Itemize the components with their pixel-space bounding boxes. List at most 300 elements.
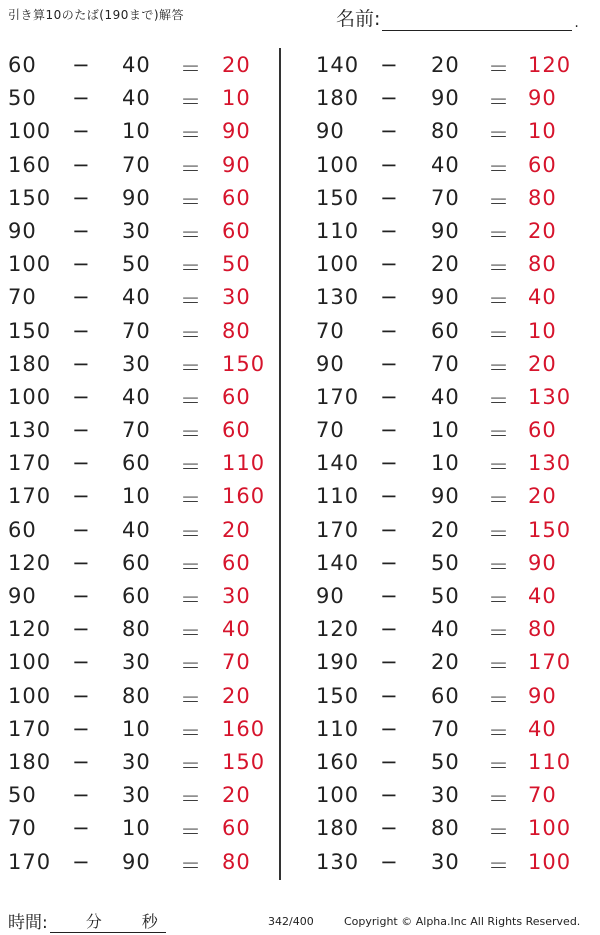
answer: 30 bbox=[222, 285, 251, 310]
subtrahend: 60 bbox=[122, 584, 151, 608]
answer: 130 bbox=[528, 451, 572, 476]
equals-sign: ＝ bbox=[180, 355, 202, 380]
minus-sign: − bbox=[380, 285, 399, 310]
subtrahend: 30 bbox=[431, 849, 460, 874]
answer: 80 bbox=[528, 185, 557, 210]
equals-sign: ＝ bbox=[180, 820, 202, 845]
seconds-label: 秒 bbox=[141, 912, 158, 931]
subtrahend: 50 bbox=[431, 584, 460, 608]
subtrahend: 60 bbox=[122, 550, 151, 575]
answer: 40 bbox=[222, 617, 251, 642]
answer: 20 bbox=[222, 783, 251, 808]
minuend: 180 bbox=[8, 351, 52, 376]
problem-row bbox=[300, 514, 580, 547]
problem-row bbox=[300, 215, 580, 248]
subtrahend: 80 bbox=[431, 119, 460, 144]
problem-row bbox=[0, 215, 280, 248]
minus-sign: − bbox=[72, 517, 91, 542]
answer: 40 bbox=[528, 716, 557, 741]
name-field bbox=[336, 4, 579, 31]
answer: 170 bbox=[528, 650, 572, 675]
problem-row bbox=[0, 812, 280, 845]
problem-row bbox=[0, 680, 280, 713]
time-label: 時間: bbox=[8, 913, 48, 933]
minus-sign: − bbox=[72, 716, 91, 741]
minus-sign: − bbox=[380, 683, 399, 708]
equals-sign: ＝ bbox=[488, 521, 510, 546]
subtrahend: 30 bbox=[122, 749, 151, 774]
minuend: 100 bbox=[8, 252, 52, 277]
subtrahend: 80 bbox=[122, 617, 151, 642]
minuend: 90 bbox=[316, 584, 345, 608]
problem-row bbox=[300, 248, 580, 281]
answer: 60 bbox=[222, 550, 251, 575]
minus-sign: − bbox=[380, 185, 399, 210]
subtrahend: 40 bbox=[122, 53, 151, 77]
problem-row bbox=[300, 348, 580, 381]
subtrahend: 80 bbox=[431, 816, 460, 841]
answer: 10 bbox=[528, 119, 557, 144]
minuend: 90 bbox=[316, 119, 345, 144]
minuend: 160 bbox=[316, 749, 360, 774]
minus-sign: − bbox=[72, 185, 91, 210]
problem-row bbox=[0, 613, 280, 646]
equals-sign: ＝ bbox=[488, 222, 510, 247]
problem-row bbox=[0, 182, 280, 215]
equals-sign: ＝ bbox=[488, 90, 510, 115]
minuend: 180 bbox=[316, 86, 360, 111]
minus-sign: − bbox=[72, 252, 91, 277]
minuend: 160 bbox=[8, 152, 52, 177]
equals-sign: ＝ bbox=[488, 853, 510, 878]
problem-row bbox=[0, 115, 280, 148]
minus-sign: − bbox=[72, 783, 91, 808]
problem-row bbox=[0, 281, 280, 314]
subtrahend: 70 bbox=[431, 351, 460, 376]
answer: 20 bbox=[222, 683, 251, 708]
problem-row bbox=[300, 82, 580, 115]
subtrahend: 70 bbox=[431, 716, 460, 741]
subtrahend: 70 bbox=[431, 185, 460, 210]
answer: 10 bbox=[222, 86, 251, 111]
answer: 60 bbox=[528, 418, 557, 443]
minus-sign: − bbox=[380, 351, 399, 376]
minuend: 170 bbox=[8, 716, 52, 741]
subtrahend: 40 bbox=[122, 384, 151, 409]
problem-row bbox=[300, 680, 580, 713]
answer: 20 bbox=[222, 53, 251, 77]
subtrahend: 40 bbox=[431, 617, 460, 642]
subtrahend: 50 bbox=[431, 550, 460, 575]
minus-sign: − bbox=[72, 617, 91, 642]
answer: 30 bbox=[222, 584, 251, 608]
minus-sign: − bbox=[380, 584, 399, 608]
equals-sign: ＝ bbox=[180, 90, 202, 115]
minus-sign: − bbox=[380, 86, 399, 111]
problem-row bbox=[300, 49, 580, 82]
minus-sign: − bbox=[72, 584, 91, 608]
problem-row bbox=[0, 514, 280, 547]
equals-sign: ＝ bbox=[488, 488, 510, 513]
minuend: 70 bbox=[316, 418, 345, 443]
answer: 110 bbox=[222, 451, 266, 476]
equals-sign: ＝ bbox=[180, 156, 202, 181]
answer: 90 bbox=[222, 119, 251, 144]
minuend: 190 bbox=[316, 650, 360, 675]
minus-sign: − bbox=[380, 53, 399, 77]
answer: 20 bbox=[528, 218, 557, 243]
minus-sign: − bbox=[380, 252, 399, 277]
equals-sign: ＝ bbox=[488, 554, 510, 579]
answer: 60 bbox=[222, 418, 251, 443]
minus-sign: − bbox=[72, 816, 91, 841]
minuend: 150 bbox=[316, 683, 360, 708]
equals-sign: ＝ bbox=[180, 554, 202, 579]
subtrahend: 60 bbox=[431, 683, 460, 708]
answer: 80 bbox=[528, 252, 557, 277]
problem-row bbox=[0, 646, 280, 679]
problem-row bbox=[300, 646, 580, 679]
answer: 110 bbox=[528, 749, 572, 774]
answer: 70 bbox=[528, 783, 557, 808]
subtrahend: 10 bbox=[431, 418, 460, 443]
subtrahend: 20 bbox=[431, 650, 460, 675]
minuend: 150 bbox=[8, 185, 52, 210]
problem-row bbox=[300, 480, 580, 513]
minus-sign: − bbox=[72, 749, 91, 774]
equals-sign: ＝ bbox=[488, 322, 510, 347]
minus-sign: − bbox=[72, 849, 91, 874]
answer: 60 bbox=[222, 816, 251, 841]
problem-row bbox=[300, 713, 580, 746]
minuend: 140 bbox=[316, 451, 360, 476]
minuend: 180 bbox=[8, 749, 52, 774]
subtrahend: 20 bbox=[431, 252, 460, 277]
equals-sign: ＝ bbox=[488, 156, 510, 181]
equals-sign: ＝ bbox=[180, 588, 202, 612]
minuend: 70 bbox=[8, 816, 37, 841]
problem-row bbox=[300, 613, 580, 646]
equals-sign: ＝ bbox=[180, 787, 202, 812]
minuend: 130 bbox=[8, 418, 52, 443]
minuend: 60 bbox=[8, 53, 37, 77]
equals-sign: ＝ bbox=[488, 422, 510, 447]
problem-row bbox=[300, 115, 580, 148]
answer: 20 bbox=[528, 484, 557, 509]
subtrahend: 10 bbox=[122, 119, 151, 144]
equals-sign: ＝ bbox=[488, 787, 510, 812]
minus-sign: − bbox=[380, 550, 399, 575]
subtrahend: 30 bbox=[122, 351, 151, 376]
answer: 60 bbox=[528, 152, 557, 177]
problem-row bbox=[0, 82, 280, 115]
equals-sign: ＝ bbox=[180, 853, 202, 878]
minuend: 90 bbox=[8, 584, 37, 608]
page-number: 342/400 bbox=[268, 915, 314, 928]
subtrahend: 70 bbox=[122, 318, 151, 343]
equals-sign: ＝ bbox=[488, 123, 510, 148]
equals-sign: ＝ bbox=[488, 57, 510, 81]
minuend: 140 bbox=[316, 550, 360, 575]
answer: 20 bbox=[222, 517, 251, 542]
equals-sign: ＝ bbox=[180, 455, 202, 480]
minuend: 120 bbox=[8, 550, 52, 575]
answer: 90 bbox=[222, 152, 251, 177]
minuend: 50 bbox=[8, 86, 37, 111]
minuend: 70 bbox=[8, 285, 37, 310]
problem-row bbox=[0, 547, 280, 580]
problem-row bbox=[0, 713, 280, 746]
minuend: 100 bbox=[316, 783, 360, 808]
minuend: 150 bbox=[8, 318, 52, 343]
minus-sign: − bbox=[72, 53, 91, 77]
answer: 20 bbox=[528, 351, 557, 376]
answer: 80 bbox=[222, 318, 251, 343]
minus-sign: − bbox=[72, 451, 91, 476]
minus-sign: − bbox=[380, 716, 399, 741]
equals-sign: ＝ bbox=[180, 488, 202, 513]
subtrahend: 40 bbox=[122, 285, 151, 310]
answer: 160 bbox=[222, 716, 266, 741]
minus-sign: − bbox=[380, 451, 399, 476]
name-line bbox=[382, 10, 572, 31]
subtrahend: 60 bbox=[431, 318, 460, 343]
minus-sign: − bbox=[380, 418, 399, 443]
answer: 120 bbox=[528, 53, 572, 77]
subtrahend: 50 bbox=[122, 252, 151, 277]
answer: 150 bbox=[528, 517, 572, 542]
minus-sign: − bbox=[72, 683, 91, 708]
equals-sign: ＝ bbox=[488, 189, 510, 214]
subtrahend: 90 bbox=[122, 849, 151, 874]
minus-sign: − bbox=[380, 484, 399, 509]
subtrahend: 60 bbox=[122, 451, 151, 476]
problem-row bbox=[300, 281, 580, 314]
minuend: 110 bbox=[316, 716, 360, 741]
subtrahend: 90 bbox=[431, 484, 460, 509]
equals-sign: ＝ bbox=[488, 588, 510, 612]
subtrahend: 30 bbox=[122, 650, 151, 675]
answer: 100 bbox=[528, 816, 572, 841]
answer: 50 bbox=[222, 252, 251, 277]
problem-row bbox=[300, 315, 580, 348]
subtrahend: 90 bbox=[431, 86, 460, 111]
subtrahend: 90 bbox=[431, 218, 460, 243]
problem-row bbox=[300, 182, 580, 215]
problem-row bbox=[300, 547, 580, 580]
subtrahend: 30 bbox=[122, 218, 151, 243]
minuend: 100 bbox=[316, 152, 360, 177]
minuend: 100 bbox=[316, 252, 360, 277]
copyright: Copyright © Alpha.Inc All Rights Reserved. bbox=[344, 915, 581, 928]
equals-sign: ＝ bbox=[488, 687, 510, 712]
subtrahend: 40 bbox=[122, 517, 151, 542]
minuend: 180 bbox=[316, 816, 360, 841]
subtrahend: 40 bbox=[431, 152, 460, 177]
problem-column-right bbox=[300, 49, 580, 879]
problem-row bbox=[300, 580, 580, 613]
subtrahend: 90 bbox=[431, 285, 460, 310]
subtrahend: 40 bbox=[122, 86, 151, 111]
minus-sign: − bbox=[72, 650, 91, 675]
subtrahend: 10 bbox=[122, 484, 151, 509]
answer: 90 bbox=[528, 683, 557, 708]
problem-row bbox=[0, 846, 280, 879]
equals-sign: ＝ bbox=[180, 654, 202, 679]
problem-row bbox=[0, 315, 280, 348]
minus-sign: − bbox=[72, 285, 91, 310]
answer: 40 bbox=[528, 285, 557, 310]
minus-sign: − bbox=[72, 384, 91, 409]
minuend: 50 bbox=[8, 783, 37, 808]
equals-sign: ＝ bbox=[488, 820, 510, 845]
name-end-dot: . bbox=[574, 15, 579, 31]
equals-sign: ＝ bbox=[180, 753, 202, 778]
time-field bbox=[8, 908, 166, 933]
answer: 40 bbox=[528, 584, 557, 608]
minuend: 60 bbox=[8, 517, 37, 542]
minutes-label: 分 bbox=[85, 912, 102, 931]
subtrahend: 90 bbox=[122, 185, 151, 210]
minuend: 170 bbox=[316, 517, 360, 542]
subtrahend: 30 bbox=[122, 783, 151, 808]
problem-row bbox=[0, 480, 280, 513]
equals-sign: ＝ bbox=[180, 222, 202, 247]
problem-row bbox=[0, 447, 280, 480]
minuend: 170 bbox=[8, 849, 52, 874]
minuend: 90 bbox=[316, 351, 345, 376]
subtrahend: 10 bbox=[122, 716, 151, 741]
minuend: 170 bbox=[8, 484, 52, 509]
page-title: 引き算10のたば(190まで)解答 bbox=[8, 8, 185, 22]
minus-sign: − bbox=[72, 550, 91, 575]
subtrahend: 30 bbox=[431, 783, 460, 808]
equals-sign: ＝ bbox=[488, 455, 510, 480]
minus-sign: − bbox=[72, 418, 91, 443]
problem-row bbox=[300, 149, 580, 182]
minus-sign: − bbox=[72, 119, 91, 144]
problem-row bbox=[300, 846, 580, 879]
minuend: 90 bbox=[8, 218, 37, 243]
problem-row bbox=[300, 779, 580, 812]
equals-sign: ＝ bbox=[180, 687, 202, 712]
answer: 90 bbox=[528, 550, 557, 575]
subtrahend: 50 bbox=[431, 749, 460, 774]
equals-sign: ＝ bbox=[180, 256, 202, 281]
equals-sign: ＝ bbox=[488, 621, 510, 646]
minuend: 100 bbox=[8, 650, 52, 675]
problem-row bbox=[0, 779, 280, 812]
problem-row bbox=[0, 149, 280, 182]
answer: 60 bbox=[222, 218, 251, 243]
problem-row bbox=[0, 381, 280, 414]
minuend: 130 bbox=[316, 285, 360, 310]
minus-sign: − bbox=[380, 517, 399, 542]
minus-sign: − bbox=[380, 617, 399, 642]
name-label: 名前: bbox=[336, 8, 381, 30]
minus-sign: − bbox=[72, 218, 91, 243]
minus-sign: − bbox=[72, 86, 91, 111]
minuend: 170 bbox=[316, 384, 360, 409]
minus-sign: − bbox=[380, 849, 399, 874]
minus-sign: − bbox=[380, 749, 399, 774]
equals-sign: ＝ bbox=[180, 388, 202, 413]
minus-sign: − bbox=[380, 119, 399, 144]
answer: 130 bbox=[528, 384, 572, 409]
subtrahend: 20 bbox=[431, 517, 460, 542]
equals-sign: ＝ bbox=[488, 753, 510, 778]
subtrahend: 80 bbox=[122, 683, 151, 708]
minuend: 130 bbox=[316, 849, 360, 874]
equals-sign: ＝ bbox=[488, 256, 510, 281]
problem-row bbox=[300, 414, 580, 447]
answer: 150 bbox=[222, 351, 266, 376]
minus-sign: − bbox=[380, 384, 399, 409]
minuend: 100 bbox=[8, 384, 52, 409]
subtrahend: 40 bbox=[431, 384, 460, 409]
subtrahend: 20 bbox=[431, 53, 460, 77]
subtrahend: 70 bbox=[122, 418, 151, 443]
problem-row bbox=[300, 812, 580, 845]
minuend: 100 bbox=[8, 119, 52, 144]
problem-row bbox=[0, 348, 280, 381]
equals-sign: ＝ bbox=[180, 289, 202, 314]
answer: 10 bbox=[528, 318, 557, 343]
equals-sign: ＝ bbox=[488, 388, 510, 413]
equals-sign: ＝ bbox=[180, 123, 202, 148]
problem-row bbox=[0, 414, 280, 447]
minuend: 120 bbox=[8, 617, 52, 642]
problem-row bbox=[0, 248, 280, 281]
problem-row bbox=[300, 746, 580, 779]
minuend: 150 bbox=[316, 185, 360, 210]
answer: 60 bbox=[222, 384, 251, 409]
equals-sign: ＝ bbox=[488, 289, 510, 314]
minus-sign: − bbox=[72, 351, 91, 376]
problem-row bbox=[0, 580, 280, 613]
minuend: 120 bbox=[316, 617, 360, 642]
problem-column-left bbox=[0, 49, 280, 879]
equals-sign: ＝ bbox=[180, 621, 202, 646]
minus-sign: − bbox=[380, 783, 399, 808]
minus-sign: − bbox=[72, 484, 91, 509]
equals-sign: ＝ bbox=[180, 521, 202, 546]
answer: 90 bbox=[528, 86, 557, 111]
problem-row bbox=[0, 746, 280, 779]
subtrahend: 10 bbox=[122, 816, 151, 841]
answer: 60 bbox=[222, 185, 251, 210]
answer: 100 bbox=[528, 849, 572, 874]
minus-sign: − bbox=[380, 318, 399, 343]
equals-sign: ＝ bbox=[180, 189, 202, 214]
minuend: 140 bbox=[316, 53, 360, 77]
minus-sign: − bbox=[380, 218, 399, 243]
minuend: 170 bbox=[8, 451, 52, 476]
problem-row bbox=[300, 381, 580, 414]
minus-sign: − bbox=[380, 650, 399, 675]
minuend: 100 bbox=[8, 683, 52, 708]
minus-sign: − bbox=[380, 816, 399, 841]
time-line bbox=[50, 912, 166, 933]
equals-sign: ＝ bbox=[180, 720, 202, 745]
minuend: 70 bbox=[316, 318, 345, 343]
answer: 80 bbox=[222, 849, 251, 874]
equals-sign: ＝ bbox=[488, 654, 510, 679]
minus-sign: − bbox=[72, 318, 91, 343]
answer: 80 bbox=[528, 617, 557, 642]
minus-sign: − bbox=[72, 152, 91, 177]
answer: 160 bbox=[222, 484, 266, 509]
